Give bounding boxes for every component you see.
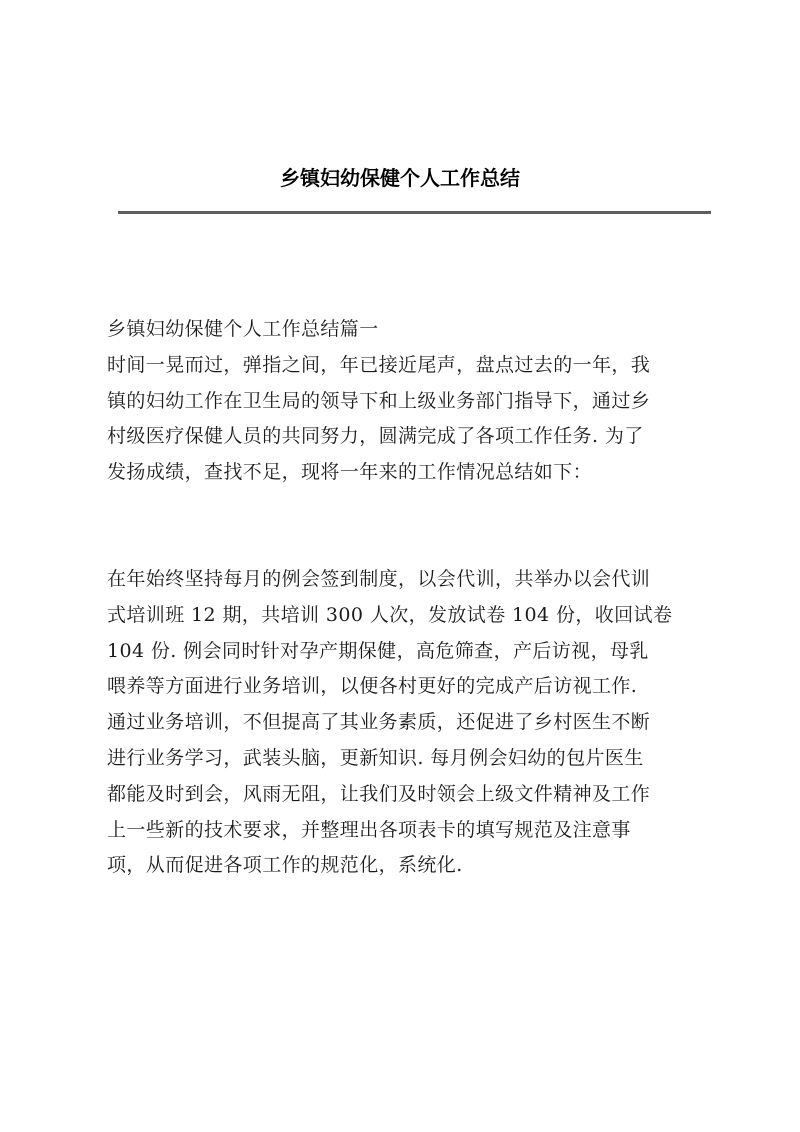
paragraph-training bbox=[107, 562, 717, 884]
text-line: 进行业务学习，武装头脑，更新知识. 每月例会妇幼的包片医生 bbox=[107, 746, 644, 769]
section-heading: 乡镇妇幼保健个人工作总结篇一 bbox=[107, 318, 379, 340]
paragraph-intro bbox=[107, 312, 717, 491]
text-line: 发扬成绩，查找不足，现将一年来的工作情况总结如下： bbox=[107, 461, 593, 484]
text-line: 项，从而促进各项工作的规范化，系统化. bbox=[107, 854, 463, 877]
title-divider bbox=[118, 211, 711, 214]
text-line: 喂养等方面进行业务培训，以便各村更好的完成产后访视工作. bbox=[107, 675, 638, 698]
text-line: 104 份. 例会同时针对孕产期保健，高危筛查，产后访视，母乳 bbox=[107, 639, 649, 662]
text-line: 上一些新的技术要求，并整理出各项表卡的填写规范及注意事 bbox=[107, 818, 631, 841]
text-line: 时间一晃而过，弹指之间，年已接近尾声，盘点过去的一年，我 bbox=[107, 353, 651, 376]
text-line: 在年始终坚持每月的例会签到制度，以会代训，共举办以会代训 bbox=[107, 568, 651, 590]
text-line: 都能及时到会，风雨无阻，让我们及时领会上级文件精神及工作 bbox=[107, 782, 651, 805]
text-line: 村级医疗保健人员的共同努力，圆满完成了各项工作任务. 为了 bbox=[107, 425, 644, 448]
text-line: 式培训班 12 期，共培训 300 人次，发放试卷 104 份，收回试卷 bbox=[107, 603, 673, 626]
text-line: 镇的妇幼工作在卫生局的领导下和上级业务部门指导下，通过乡 bbox=[107, 389, 651, 412]
document-title: 乡镇妇幼保健个人工作总结 bbox=[280, 166, 520, 190]
text-line: 通过业务培训，不但提高了其业务素质，还促进了乡村医生不断 bbox=[107, 711, 651, 734]
